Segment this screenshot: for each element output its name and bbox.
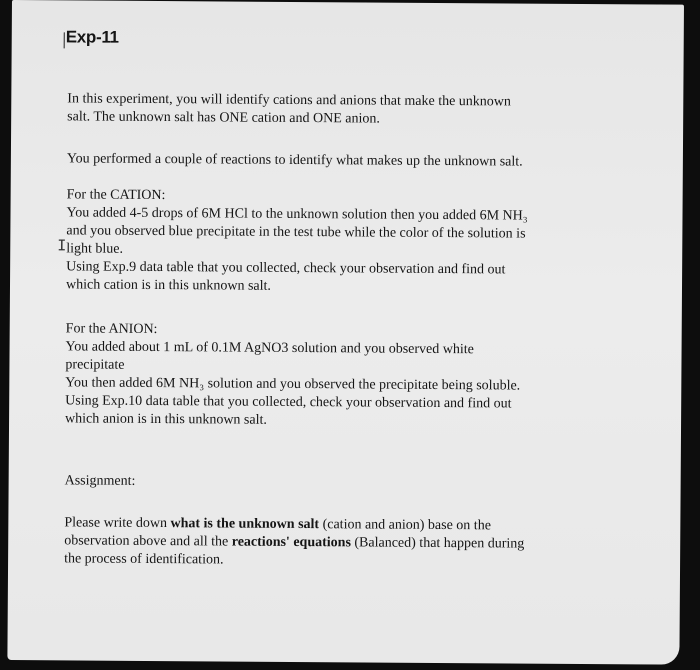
intro-line: salt. The unknown salt has ONE cation and ONE anion.: [67, 109, 380, 127]
intro-paragraph: [67, 90, 627, 130]
anion-line: which anion is in this unknown salt.: [65, 411, 267, 428]
cation-line: light blue.: [66, 241, 124, 257]
document-content: [57, 27, 646, 568]
assignment-text: Please write down: [64, 515, 171, 532]
anion-section: [65, 320, 626, 432]
performed-paragraph: [67, 150, 627, 172]
cation-section: [66, 186, 627, 298]
assignment-emphasis: what is the unknown salt: [170, 516, 320, 533]
assignment-line: the process of identification.: [64, 551, 224, 568]
page-title: Exp-11: [65, 27, 119, 47]
anion-line: You added about 1 mL of 0.1M AgNO3 solution and you observed white: [65, 339, 474, 358]
assignment-text: (cation and anion) base on the: [319, 517, 491, 534]
cation-heading: For the CATION:: [66, 187, 166, 204]
performed-line: You performed a couple of reactions to identify what makes up the unknown salt.: [66, 151, 523, 170]
assignment-heading: Assignment:: [64, 473, 136, 489]
anion-line: precipitate: [65, 357, 125, 373]
intro-line: In this experiment, you will identify cations and anions that make the unknown: [67, 91, 511, 110]
assignment-heading-block: [65, 472, 625, 494]
anion-line: Using Exp.10 data table that you collected, check your observation and find out: [65, 393, 512, 412]
cation-line: and you observed blue precipitate in the test tube while the color of the solution is: [66, 223, 526, 242]
document-page: [7, 0, 684, 665]
anion-heading: For the ANION:: [65, 321, 158, 338]
assignment-text: observation above and all the: [64, 533, 232, 550]
cation-line: Using Exp.9 data table that you collected, check your observation and find out: [66, 259, 506, 278]
assignment-paragraph: [64, 514, 624, 572]
text-caret: [64, 32, 65, 48]
cation-line: which cation is in this unknown salt.: [65, 277, 271, 294]
cation-line: You added 4-5 drops of 6M HCl to the unknown solution then you added 6M NH₃: [66, 205, 528, 224]
assignment-text: (Balanced) that happen during: [350, 535, 525, 552]
assignment-emphasis: reactions' equations: [231, 534, 351, 551]
anion-line: You then added 6M NH₃ solution and you observed the precipitate being soluble.: [65, 375, 521, 394]
ibeam-cursor-icon: I: [57, 236, 67, 255]
